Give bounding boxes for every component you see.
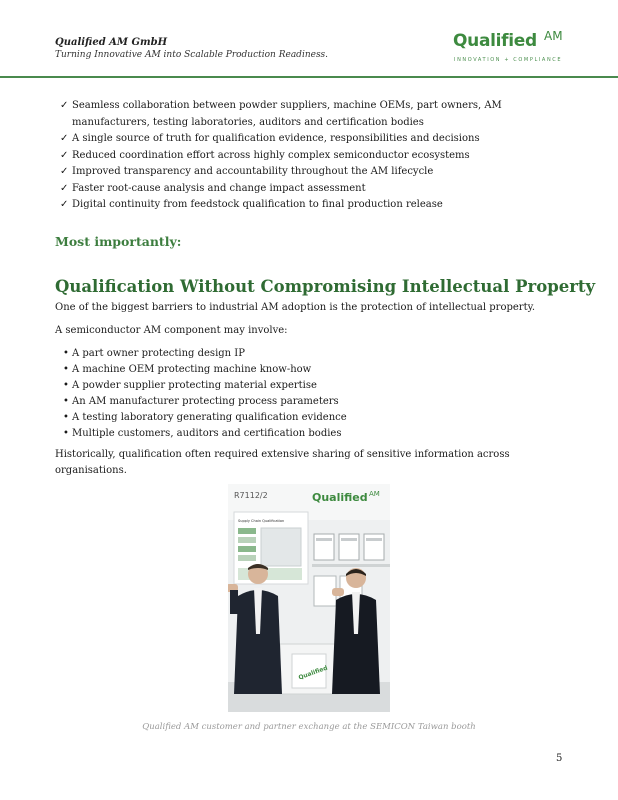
section-lead: A semiconductor AM component may involve: <box>55 325 288 336</box>
poster-title: Supply Chain Qualification <box>238 519 285 523</box>
checkmark-icon: ✓ <box>60 149 69 161</box>
most-importantly-heading: Most importantly: <box>55 234 182 249</box>
header-divider <box>0 76 618 78</box>
list-item: • A testing laboratory generating qualification evidence <box>63 410 347 426</box>
benefits-checklist <box>60 98 560 214</box>
bullet-icon: • <box>63 364 69 375</box>
list-item: • An AM manufacturer protecting process parameters <box>63 394 347 410</box>
page-number: 5 <box>556 753 563 764</box>
company-tagline: Turning Innovative AM into Scalable Production Readiness. <box>55 50 329 60</box>
bullet-icon: • <box>63 396 69 407</box>
section-closing: Historically, qualification often required extensive sharing of sensitive information across organisations. <box>55 449 510 476</box>
list-item: ✓ Seamless collaboration between powder suppliers, machine OEMs, part owners, AM manufacturers, testing laboratories, auditors and certification bodies <box>60 100 502 128</box>
bullet-icon: • <box>63 380 69 391</box>
stakeholder-list <box>63 346 347 442</box>
list-item: • A powder supplier protecting material expertise <box>63 378 347 394</box>
logo-subline: INNOVATION + COMPLIANCE <box>454 57 563 63</box>
list-item: • A part owner protecting design IP <box>63 346 347 362</box>
checkmark-icon: ✓ <box>60 166 69 177</box>
section-intro: One of the biggest barriers to industrial AM adoption is the protection of intellectual property. <box>55 302 536 313</box>
qualified-am-logo <box>453 31 568 65</box>
checkmark-icon: ✓ <box>60 133 69 144</box>
booth-logo: Qualified <box>312 491 368 504</box>
list-item: ✓ Reduced coordination effort across highly complex semiconductor ecosystems <box>60 148 560 165</box>
checkmark-icon: ✓ <box>60 182 69 194</box>
checkmark-icon: ✓ <box>60 100 69 111</box>
list-item: ✓ Digital continuity from feedstock qualification to final production release <box>60 197 560 214</box>
list-item: • Multiple customers, auditors and certification bodies <box>63 426 347 442</box>
bullet-icon: • <box>63 412 69 423</box>
company-name: Qualified AM GmbH <box>55 37 168 48</box>
page-header <box>0 0 618 78</box>
list-item: • A machine OEM protecting machine know-how <box>63 362 347 378</box>
booth-photo <box>228 484 390 712</box>
section-title: Qualification Without Compromising Intellectual Property <box>55 277 596 296</box>
logo-superscript: AM <box>544 29 563 43</box>
booth-logo-super: AM <box>369 490 380 498</box>
list-item: ✓ Faster root-cause analysis and change impact assessment <box>60 181 560 198</box>
photo-caption: Qualified AM customer and partner exchange at the SEMICON Taiwan booth <box>142 722 476 732</box>
list-item: ✓ A single source of truth for qualification evidence, responsibilities and decisions <box>60 131 560 148</box>
logo-wordmark: Qualified <box>453 31 537 51</box>
bag-logo: Qualified <box>297 664 329 682</box>
checkmark-icon: ✓ <box>60 199 69 210</box>
list-item: ✓ Improved transparency and accountability throughout the AM lifecycle <box>60 164 560 181</box>
bullet-icon: • <box>63 348 69 359</box>
bullet-icon: • <box>63 428 69 439</box>
booth-number: R7112/2 <box>234 491 268 500</box>
